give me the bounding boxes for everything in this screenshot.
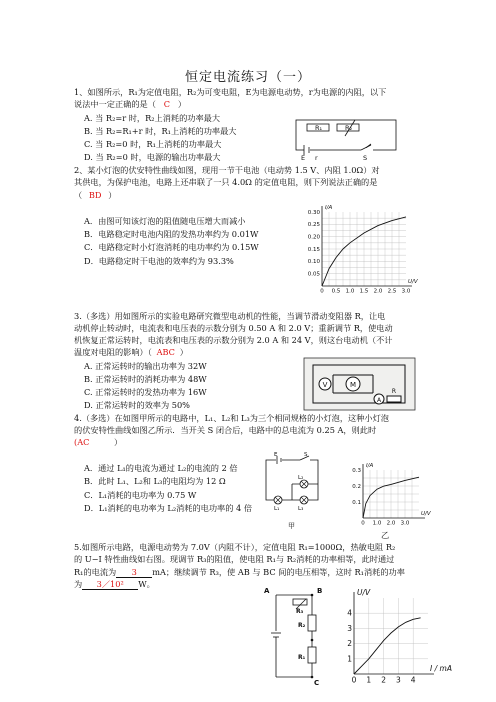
series-line [354,618,421,674]
q4-fig-e: E [274,452,278,458]
q5-fig-r1: R₁ [298,654,306,661]
y-axis-label: I/A [366,463,374,469]
y-tick-label: 0.30 [307,209,320,216]
q2-stem-line1: 2、某小灯泡的伏安特性曲线如图，现用一节干电池（电动势 1.5 V、内阻 1.0Ω）对 [74,165,380,175]
q1-stem-line2 [74,99,186,110]
x-tick-label: 3 [396,675,401,685]
q3-fig-voltmeter: V [322,381,328,389]
page-title: 恒定电流练习（一） [184,70,311,85]
x-tick-label: 0 [361,520,365,527]
q2-open-paren: （ [74,190,83,200]
q4-circuit-jia-figure [262,452,322,532]
q4-fig-l1: L₁ [274,506,280,512]
q1-fig-r2: R₂ [345,124,353,132]
q2-close-paren: ） [108,190,117,200]
y-tick-label: 0.3 [352,467,361,474]
x-tick-label: 1.0 [372,520,382,527]
q3-option-a: A. 正常运转时的输出功率为 32W [84,361,207,371]
q1-stem-line1: 1、如图所示，R₁为定值电阻，R₂为可变电阻，E为电源电动势，r为电源的内阻，以下 [74,87,387,97]
q5-fig-b: B [317,587,323,595]
y-tick-label: 0.15 [307,246,320,253]
x-tick-label: 1.5 [359,288,369,295]
x-tick-label: 2 [381,675,386,685]
q1-fig-e: E [301,154,306,162]
q3-option-c: C. 正常运转时的发热功率为 16W [84,387,207,397]
q5-stem-text: R₁的电流为 [74,567,117,577]
q4-fig-jia-label: 甲 [288,522,295,530]
q5-ui-chart [340,588,452,692]
q4-fig-yi-label: 乙 [381,530,390,540]
q3-fig-rheostat: R [391,388,397,395]
q5-stem-line4 [74,579,155,590]
q3-stem-line4 [74,347,188,358]
q3-stem-line2: 动机停止转动时，电流表和电压表的示数分别为 0.50 A 和 2.0 V；重新调节 R，使电动 [74,323,393,333]
y-tick-label: 3 [347,623,352,633]
x-tick-label: 2.0 [386,520,396,527]
q4-fig-l3: L₃ [298,506,304,512]
q5-stem-line3 [74,567,405,578]
q5-stem-line2: 的 U−I 特性曲线如右图。现调节 R₃的阻值，使电阻 R₁与 R₂消耗的功率相等，此时通过 [74,554,395,564]
q1-answer: C [163,99,171,109]
q3-fig-ammeter: A [376,397,382,404]
y-tick-label: 0.20 [307,234,320,241]
q5-stem-text-3: 为 [74,579,83,589]
q4-fig-s: S [304,452,308,458]
q5-fig-r2: R₂ [298,622,306,629]
q5-fig-a: A [264,587,270,595]
q4-answer: (AC [74,437,90,447]
q5-fig-r3: R₃ [296,608,304,615]
q2-option-b: B．电路稳定时电池内阻的发热功率约为 0.01W [84,229,259,239]
q4-iv-chart-yi [345,462,437,530]
q2-stem-line2: 其供电，为保护电池，电路上还串联了一只 4.0Ω 的定值电阻，则下列说法正确的是 [74,177,378,187]
q1-stem-text: 说法中一定正确的是（ [74,99,156,109]
q4-option-c: C．L₁消耗的电功率为 0.75 W [84,490,197,500]
q2-option-a: A．由图可知该灯泡的阻值随电压增大而减小 [84,216,246,226]
y-axis-label: I/A [325,205,333,211]
q2-stem-line3 [74,190,116,201]
q1-option-a: A. 当 R₂=r 时，R₂上消耗的功率最大 [84,113,221,123]
q4-fig-l2: L₂ [298,475,304,481]
x-tick-label: 0 [351,675,357,685]
q3-stem-line3: 机恢复正常运转时，电流表和电压表的示数分别为 2.0 A 和 24 V，则这台电动机（不计 [74,335,393,345]
y-axis-label: U/V [357,588,371,597]
x-tick-label: 3.0 [400,520,410,527]
q2-iv-chart [300,200,425,305]
y-tick-label: 4 [347,608,352,618]
q1-fig-s: S [363,154,368,162]
x-tick-label: 3.0 [401,288,411,295]
q4-stem-line1: 4.（多选）在如图甲所示的电路中，L₁、L₂和 L₃为三个相同规格的小灯泡，这种小灯泡 [74,413,389,423]
q3-option-d: D. 正常运转时的效率为 50% [84,400,190,410]
q3-answer: ABC [156,347,175,357]
y-tick-label: 2 [347,639,352,649]
q5-fig-c: C [314,679,320,687]
q3-option-b: B. 正常运转时的消耗功率为 48W [84,374,207,384]
x-tick-label: 4 [410,675,416,685]
q1-option-d: D. 当 R₂=0 时，电源的输出功率最大 [84,152,221,162]
q4-close-paren: ） [114,437,123,447]
q4-stem-line2: 的伏安特性曲线如图乙所示．当开关 S 闭合后，电路中的总电流为 0.25 A，则此时 [74,425,377,435]
x-tick-label: 0 [320,288,324,295]
y-tick-label: 0.05 [307,271,320,278]
x-axis-label: U/V [421,511,431,517]
q1-circuit-figure [293,116,403,160]
y-tick-label: 0.25 [307,222,320,229]
q3-motor-circuit-figure [303,357,416,411]
x-tick-label: 0.5 [331,288,341,295]
x-tick-label: 2.5 [387,288,397,295]
y-tick-label: 1 [347,654,352,664]
x-axis-label: U/V [408,279,418,285]
q4-option-a: A．通过 L₁的电流为通过 L₂的电流的 2 倍 [84,463,238,473]
q4-option-b: B．此时 L₁、L₂和 L₃的电阻均为 12 Ω [84,476,226,486]
q5-stem-line1: 5.如图所示电路，电源电动势为 7.0V（内阻不计），定值电阻 R₁=1000Ω，热敏电阻 R₂ [74,542,396,552]
q1-stem-close: ） [177,99,187,109]
x-tick-label: 2.0 [373,288,383,295]
q5-answer-current: 3 [116,568,152,578]
q4-option-d: D．L₁消耗的电功率为 L₂消耗的电功率的 4 倍 [84,503,253,513]
y-tick-label: 0.2 [352,483,361,490]
q5-circuit-figure [262,585,332,685]
q1-option-b: B. 当 R₂=R₁+r 时，R₁上消耗的功率最大 [84,126,237,136]
q5-stem-unit: W。 [138,579,155,589]
q1-option-c: C. 当 R₂=0 时，R₁上消耗的功率最大 [84,139,222,149]
q4-stem-line3 [74,437,122,448]
q2-option-d: D．电路稳定时干电池的效率约为 93.3% [84,256,234,266]
q1-fig-r1: R₁ [315,124,323,132]
q2-option-c: C．电路稳定时小灯泡消耗的电功率约为 0.15W [84,242,259,252]
q3-stem-text: 温度对电阻的影响）（ [74,347,152,357]
q3-stem-line1: 3.（多选）用如图所示的实验电路研究微型电动机的性能，当调节滑动变阻器 R，让电 [74,311,386,321]
x-tick-label: 1.0 [345,288,355,295]
x-axis-label: I / mA [430,664,452,673]
q5-stem-text-2: mA；继续调节 R₃，使 AB 与 BC 间的电压相等，这时 R₁消耗的功率 [152,567,405,577]
q3-close-paren: ） [179,347,188,357]
x-tick-label: 1 [366,675,372,685]
q5-answer-power: 3／10² [82,580,138,590]
y-tick-label: 0.10 [307,259,320,266]
q1-fig-r: r [315,154,318,162]
q2-answer: BD [88,190,102,200]
y-tick-label: 0.1 [352,499,361,506]
q3-fig-motor: M [349,381,357,389]
